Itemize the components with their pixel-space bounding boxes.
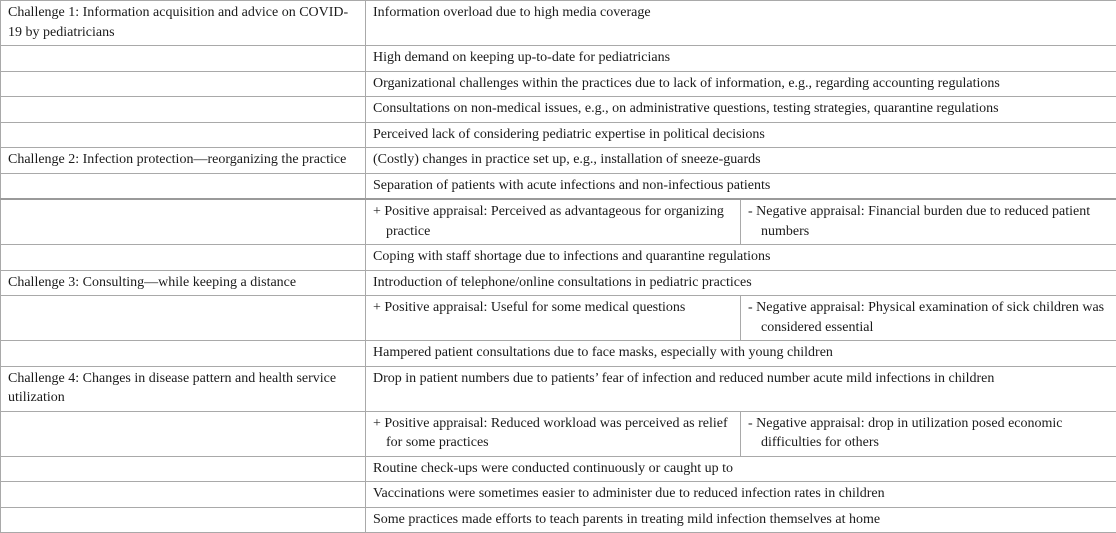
- challenge-cell: [1, 507, 366, 533]
- finding-cell: Vaccinations were sometimes easier to administer due to reduced infection rates in children: [366, 482, 1116, 508]
- finding-cell: Introduction of telephone/online consultations in pediatric practices: [366, 270, 1116, 296]
- finding-cell: Hampered patient consultations due to face masks, especially with young children: [366, 341, 1116, 367]
- negative-appraisal-cell: - Negative appraisal: Financial burden due to reduced patient numbers: [741, 199, 1116, 245]
- positive-appraisal-cell: + Positive appraisal: Perceived as advantageous for organizing practice: [366, 199, 741, 245]
- table-row: [1, 46, 1116, 72]
- finding-cell: Consultations on non-medical issues, e.g., on administrative questions, testing strategies, quarantine regulations: [366, 97, 1116, 123]
- negative-appraisal-cell: - Negative appraisal: drop in utilization posed economic difficulties for others: [741, 411, 1116, 456]
- positive-appraisal-cell: + Positive appraisal: Reduced workload was perceived as relief for some practices: [366, 411, 741, 456]
- challenge-cell: [1, 482, 366, 508]
- table-row: [1, 1, 1116, 46]
- table-row: [1, 148, 1116, 174]
- table-row: [1, 71, 1116, 97]
- challenge-cell: [1, 456, 366, 482]
- challenge-cell: Challenge 2: Infection protection—reorganizing the practice: [1, 148, 366, 174]
- table-row: [1, 270, 1116, 296]
- challenge-cell: Challenge 4: Changes in disease pattern and health service utilization: [1, 366, 366, 411]
- challenge-cell: [1, 173, 366, 199]
- table-row: [1, 296, 1116, 341]
- table-row: [1, 341, 1116, 367]
- finding-cell: (Costly) changes in practice set up, e.g., installation of sneeze-guards: [366, 148, 1116, 174]
- positive-appraisal-cell: + Positive appraisal: Useful for some medical questions: [366, 296, 741, 341]
- table-row: [1, 199, 1116, 245]
- finding-cell: Organizational challenges within the practices due to lack of information, e.g., regarding accounting regulations: [366, 71, 1116, 97]
- challenge-cell: [1, 97, 366, 123]
- table-row: [1, 456, 1116, 482]
- table-row: [1, 173, 1116, 199]
- table-row: [1, 366, 1116, 411]
- finding-cell: High demand on keeping up-to-date for pediatricians: [366, 46, 1116, 72]
- finding-cell: Some practices made efforts to teach parents in treating mild infection themselves at home: [366, 507, 1116, 533]
- challenge-cell: Challenge 3: Consulting—while keeping a distance: [1, 270, 366, 296]
- table-row: [1, 482, 1116, 508]
- finding-cell: Drop in patient numbers due to patients’ fear of infection and reduced number acute mild infections in children: [366, 366, 1116, 411]
- challenge-cell: [1, 122, 366, 148]
- challenge-cell: Challenge 1: Information acquisition and advice on COVID-19 by pediatricians: [1, 1, 366, 46]
- negative-appraisal-cell: - Negative appraisal: Physical examination of sick children was considered essential: [741, 296, 1116, 341]
- finding-cell: Perceived lack of considering pediatric expertise in political decisions: [366, 122, 1116, 148]
- challenge-cell: [1, 296, 366, 341]
- challenge-cell: [1, 341, 366, 367]
- table-row: [1, 411, 1116, 456]
- challenge-cell: [1, 199, 366, 245]
- table-row: [1, 97, 1116, 123]
- table-row: [1, 245, 1116, 271]
- challenge-cell: [1, 245, 366, 271]
- table-row: [1, 122, 1116, 148]
- finding-cell: Routine check-ups were conducted continuously or caught up to: [366, 456, 1116, 482]
- finding-cell: Separation of patients with acute infections and non-infectious patients: [366, 173, 1116, 199]
- table-row: [1, 507, 1116, 533]
- finding-cell: Coping with staff shortage due to infections and quarantine regulations: [366, 245, 1116, 271]
- challenge-cell: [1, 71, 366, 97]
- challenge-cell: [1, 46, 366, 72]
- finding-cell: Information overload due to high media coverage: [366, 1, 1116, 46]
- challenge-cell: [1, 411, 366, 456]
